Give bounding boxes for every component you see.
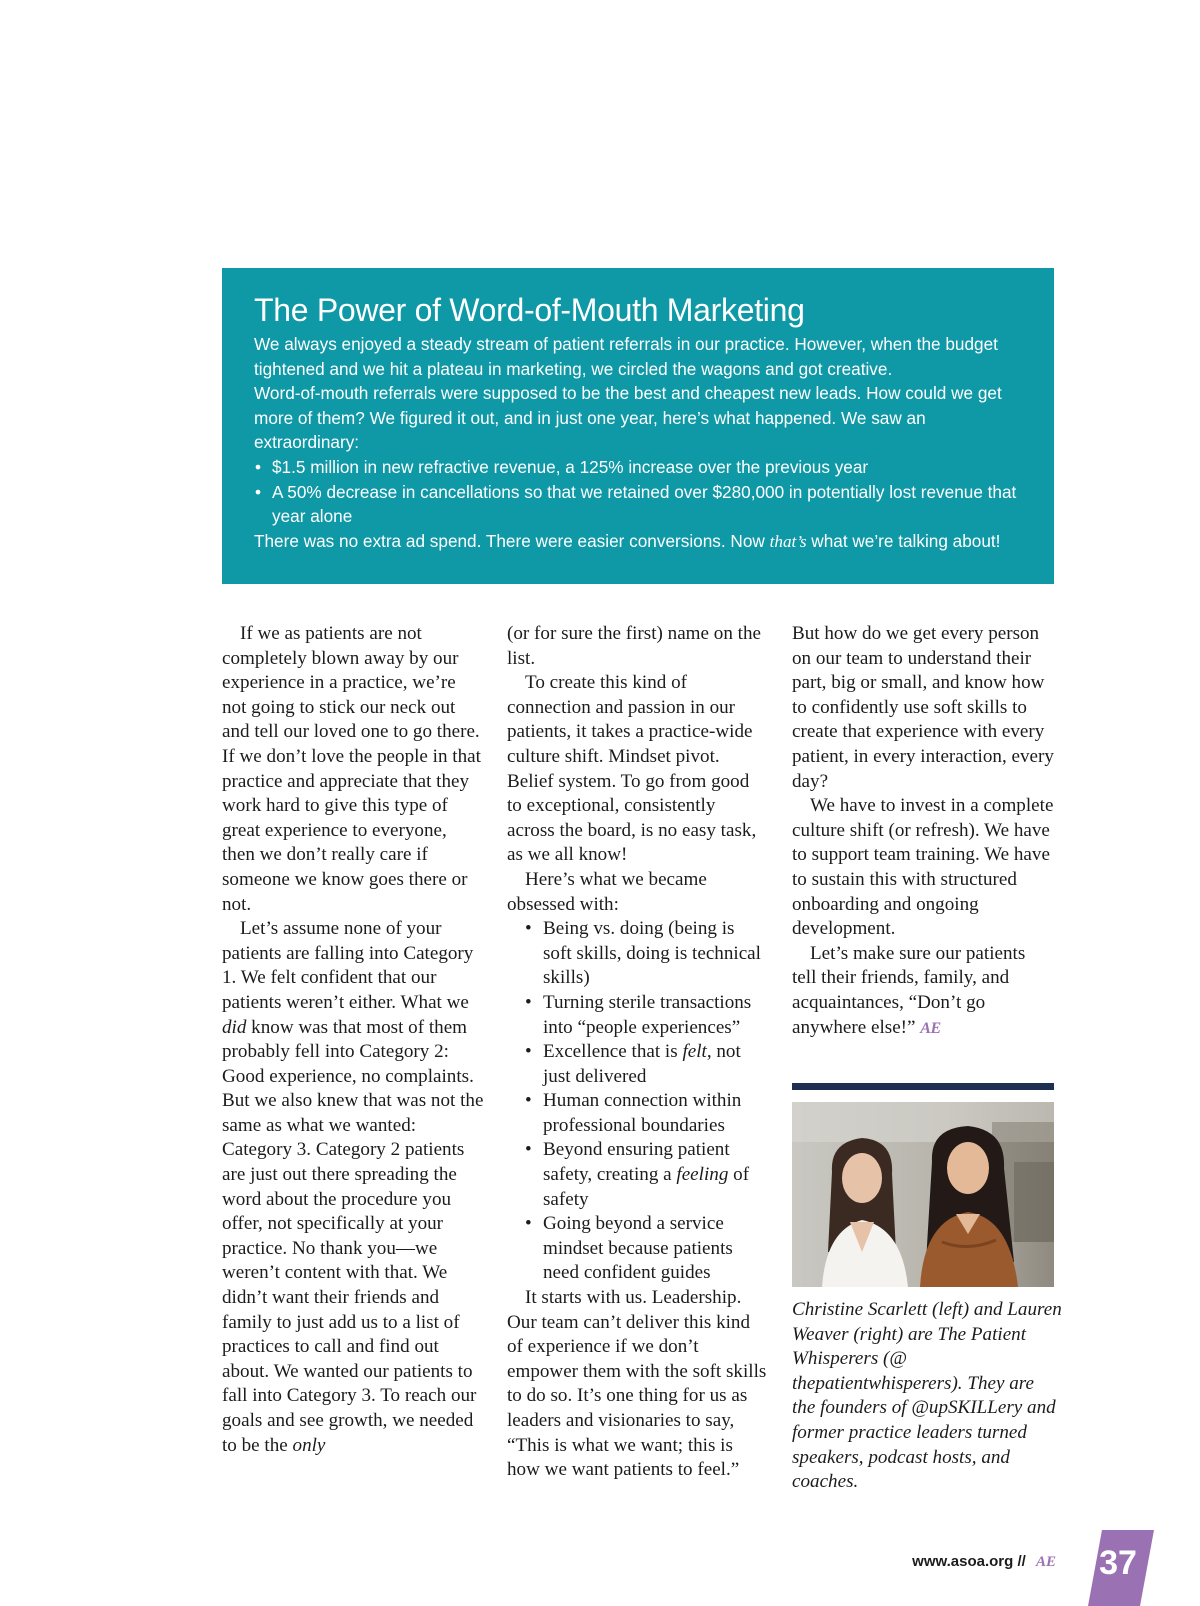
paragraph: If we as patients are not completely blown away by our experience in a practice, we’re not going to stick our neck out and tell our loved one to go there. If we don’t love the people in that practice and appreciate that they work hard to give this type of great experience to everyone, then we don’t really care if someone we know goes there or not. [222, 623, 481, 915]
list-item [525, 1040, 767, 1089]
callout-bullet: • $1.5 million in new refractive revenue, a 125% increase over the previous year [254, 455, 1024, 480]
callout-bullet-list [254, 455, 1024, 529]
callout-box [222, 268, 1054, 584]
paragraph: To create this kind of connection and passion in our patients, it takes a practice-wide culture shift. Mindset pivot. Belief system. To go from good to exceptional, consistently across the board, is no easy task, as we all know! [507, 672, 757, 866]
paragraph [792, 942, 1054, 1041]
ae-end-mark: AE [920, 1019, 941, 1037]
paragraph [222, 917, 484, 1458]
emphasis: feeling [676, 1164, 729, 1186]
text-run: of safety [543, 1164, 750, 1210]
author-photo-illustration [792, 1102, 1054, 1287]
callout-closing-text-end: what we’re talking about! [806, 530, 1001, 551]
list-item [525, 1138, 767, 1212]
article-column-1 [222, 622, 484, 1458]
list-item: • Being vs. doing (being is soft skills, doing is technical skills) [525, 917, 767, 991]
article-column-3 [792, 622, 1054, 1041]
caption-divider [792, 1083, 1054, 1090]
footer-separator: // [1017, 1553, 1026, 1570]
callout-bullet: • A 50% decrease in cancellations so that we retained over $280,000 in potentially lost revenue that year alone [254, 480, 1024, 529]
emphasis: did [222, 1016, 247, 1038]
callout-para-2: Word-of-mouth referrals were supposed to be the best and cheapest new leads. How could we get more of them? We figured it out, and in just one year, here’s what happened. We saw an extraordinary: [254, 383, 1002, 453]
callout-closing [254, 529, 1024, 555]
callout-para-1: We always enjoyed a steady stream of patient referrals in our practice. However, when the budget tightened and we hit a plateau in marketing, we circled the wagons and got creative. [254, 334, 998, 379]
text-run: , not just delivered [543, 1041, 741, 1087]
emphasis: only [292, 1434, 326, 1456]
text-run: Excellence that is [543, 1041, 683, 1063]
paragraph: Here’s what we became obsessed with: [507, 868, 707, 915]
callout-title: The Power of Word-of-Mouth Marketing [254, 292, 805, 328]
paragraph: It starts with us. Leadership. Our team can’t deliver this kind of experience if we don’t empower them with the soft skills to do so. It’s one thing for us as leaders and visionaries to say, “This is what we want; this is how we want patients to feel.” [507, 1287, 767, 1481]
footer-ae-mark: AE [1035, 1554, 1056, 1570]
author-photo [792, 1102, 1054, 1287]
text-run: know was that most of them probably fell into Category 2: Good experience, no complaints. But we also knew that was not the same as what we wanted: Category 3. Category 2 patients are just out there spreading the word about the procedure you offer, not specifically at your practice. No thank you—we weren’t content with that. We didn’t want their friends and family to just add us to a list of practices to call and find out about. We wanted our patients to fall into Category 3. To reach our goals and see growth, we needed to be the [222, 1016, 484, 1456]
list-item: • Human connection within professional boundaries [525, 1089, 767, 1138]
paragraph: We have to invest in a complete culture shift (or refresh). We have to support team training. We have to sustain this with structured onboarding and ongoing development. [792, 795, 1054, 940]
paragraph: But how do we get every person on our team to understand their part, big or small, and know how to confidently use soft skills to create that experience with every patient, in every interaction, every day? [792, 623, 1054, 792]
obsession-list [507, 917, 767, 1286]
page-number: 37 [1099, 1544, 1137, 1582]
photo-caption: Christine Scarlett (left) and Lauren Weaver (right) are The Patient Whisperers (@ thepatientwhisperers). They are the founders of @upSKILLery and former practice leaders turned speakers, podcast hosts, and coaches. [792, 1299, 1062, 1493]
paragraph: (or for sure the first) name on the list. [507, 623, 761, 669]
article-column-2 [507, 622, 767, 1483]
text-run: Let’s make sure our patients tell their friends, family, and acquaintances, “Don’t go anywhere else!” [792, 942, 1026, 1038]
footer-url: www.asoa.org [912, 1553, 1014, 1570]
callout-closing-text: There was no extra ad spend. There were easier conversions. Now [254, 530, 770, 551]
text-run: Let’s assume none of your patients are falling into Category 1. We felt confident that our patients weren’t either. What we [222, 918, 474, 1013]
emphasis: felt [682, 1041, 707, 1063]
list-item: • Going beyond a service mindset because patients need confident guides [525, 1212, 767, 1286]
page-number-tab [1088, 1530, 1154, 1606]
list-item: • Turning sterile transactions into “people experiences” [525, 991, 767, 1040]
text-run: Beyond ensuring patient safety, creating a [543, 1139, 730, 1186]
callout-closing-italic: that’s [769, 531, 807, 551]
page-footer [912, 1553, 1056, 1571]
